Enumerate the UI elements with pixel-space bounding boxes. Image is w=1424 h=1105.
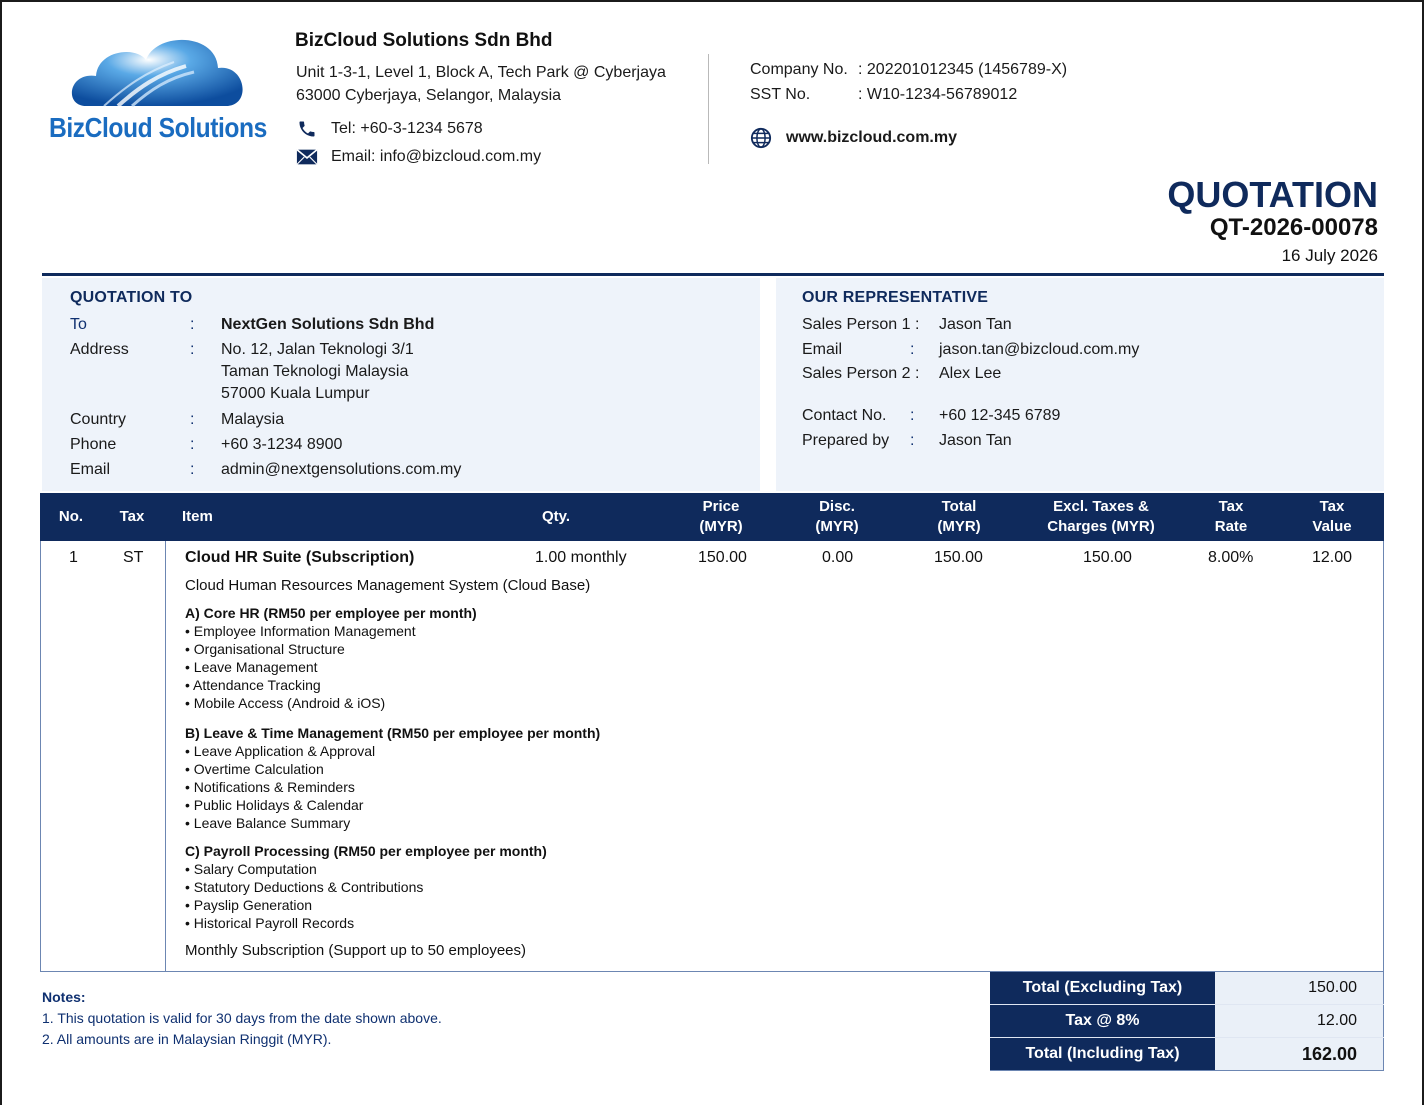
list-item: • Statutory Deductions & Contributions: [185, 878, 885, 896]
item-description: Cloud Human Resources Management System (Cloud Base): [185, 577, 591, 594]
company-email: [296, 147, 541, 167]
total-excl-row: [990, 972, 1384, 1005]
tax-row: [990, 1005, 1384, 1038]
list-item: • Payslip Generation: [185, 896, 885, 914]
representative-heading: OUR REPRESENTATIVE: [802, 289, 989, 306]
total-excl-label: Total (Excluding Tax): [990, 972, 1215, 1004]
address-line-1: Unit 1-3-1, Level 1, Block A, Tech Park @ Cyberjaya: [296, 64, 666, 81]
tel-text: Tel: +60-3-1234 5678: [331, 120, 483, 137]
row-no: 1: [69, 549, 78, 566]
row-qty: 1.00 monthly: [535, 549, 627, 566]
grand-total-row: [990, 1038, 1384, 1071]
col-no: No.: [58, 508, 84, 525]
rep-email-value: jason.tan@bizcloud.com.my: [939, 341, 1140, 358]
item-footer: Monthly Subscription (Support up to 50 employees): [185, 942, 527, 959]
contact-no-label: Contact No.: [802, 407, 887, 424]
envelope-icon: [296, 147, 318, 167]
col-total: Total (MYR): [937, 498, 981, 535]
row-excl: 150.00: [1083, 549, 1132, 566]
email-text: Email: info@bizcloud.com.my: [331, 148, 542, 165]
address-value-2: Taman Teknologi Malaysia: [221, 363, 409, 380]
company-name: BizCloud Solutions Sdn Bhd: [295, 30, 553, 51]
section-heading: C) Payroll Processing (RM50 per employee per month): [185, 843, 547, 859]
country-label: Country: [70, 411, 127, 428]
representative-panel: [776, 278, 1384, 491]
to-value: NextGen Solutions Sdn Bhd: [221, 316, 435, 333]
phone-icon: [296, 119, 318, 139]
tax-label: Tax @ 8%: [990, 1005, 1215, 1037]
tax-value: 12.00: [1215, 1005, 1384, 1037]
list-item: • Mobile Access (Android & iOS): [185, 694, 885, 712]
field-label: To: [70, 316, 87, 333]
company-no-value: : 202201012345 (1456789-X): [858, 61, 1068, 78]
section-heading: B) Leave & Time Management (RM50 per employee per month): [185, 725, 601, 741]
notes: [42, 987, 442, 1050]
list-item: • Salary Computation: [185, 860, 885, 878]
row-tax-value: 12.00: [1312, 549, 1353, 566]
address-colon: :: [190, 341, 195, 358]
logo-wordmark: BizCloud Solutions: [49, 112, 267, 143]
phone-colon: :: [190, 436, 195, 453]
col-excl: Excl. Taxes & Charges (MYR): [1047, 498, 1155, 535]
items-table-body: [40, 541, 1384, 972]
phone-label: Phone: [70, 436, 117, 453]
document-number: QT-2026-00078: [1209, 214, 1378, 241]
sales-person-2-label: Sales Person 2 :: [802, 365, 920, 382]
col-price: Price (MYR): [699, 498, 743, 535]
company-no-label: Company No.: [750, 61, 848, 78]
prepared-by-label: Prepared by: [802, 432, 890, 449]
document-title: QUOTATION: [1167, 174, 1378, 215]
email-value: admin@nextgensolutions.com.my: [221, 461, 462, 478]
address-label: Address: [70, 341, 129, 358]
list-item: • Leave Balance Summary: [185, 814, 885, 832]
sales-person-1-label: Sales Person 1 :: [802, 316, 920, 333]
address-value-1: No. 12, Jalan Teknologi 3/1: [221, 341, 414, 358]
phone-value: +60 3-1234 8900: [221, 436, 343, 453]
note-item: 1. This quotation is valid for 30 days from the date shown above.: [42, 1010, 442, 1026]
contact-no-colon: :: [910, 407, 915, 424]
col-tax: Tax: [119, 508, 145, 525]
sales-person-1-value: Jason Tan: [939, 316, 1012, 333]
quotation-to-panel: [42, 278, 760, 491]
company-tel: [296, 119, 483, 139]
item-title: Cloud HR Suite (Subscription): [185, 549, 415, 566]
list-item: • Employee Information Management: [185, 622, 885, 640]
contact-no-value: +60 12-345 6789: [939, 407, 1061, 424]
address-value-3: 57000 Kuala Lumpur: [221, 385, 370, 402]
company-website: [750, 127, 957, 149]
row-tax-rate: 8.00%: [1208, 549, 1254, 566]
col-disc: Disc. (MYR): [815, 498, 859, 535]
sst-value: : W10-1234-56789012: [858, 86, 1018, 103]
rep-email-label: Email: [802, 341, 843, 358]
note-item: 2. All amounts are in Malaysian Ringgit (MYR).: [42, 1031, 332, 1047]
items-table-header: [40, 493, 1384, 541]
document-date: 16 July 2026: [1281, 246, 1378, 265]
header-rule: [42, 273, 1384, 276]
prepared-by-colon: :: [910, 432, 915, 449]
list-item: • Organisational Structure: [185, 640, 885, 658]
country-colon: :: [190, 411, 195, 428]
list-item: • Leave Application & Approval: [185, 742, 885, 760]
item-details: [185, 549, 885, 959]
grand-total-label: Total (Including Tax): [990, 1038, 1215, 1070]
email-label: Email: [70, 461, 111, 478]
sales-person-2-value: Alex Lee: [939, 365, 1002, 382]
country-value: Malaysia: [221, 411, 285, 428]
sst-label: SST No.: [750, 86, 811, 103]
col-qty: Qty.: [541, 508, 571, 525]
row-price: 150.00: [698, 549, 747, 566]
to-row: [70, 316, 87, 334]
list-item: • Attendance Tracking: [185, 676, 885, 694]
globe-icon: [750, 127, 772, 149]
list-item: • Public Holidays & Calendar: [185, 796, 885, 814]
to-colon: :: [190, 316, 195, 333]
company-no-row: [750, 61, 1067, 79]
website-text: www.bizcloud.com.my: [786, 129, 957, 146]
col-tax-rate: Tax Rate: [1214, 498, 1248, 535]
totals-table: [990, 972, 1384, 1071]
email-colon: :: [190, 461, 195, 478]
list-item: • Notifications & Reminders: [185, 778, 885, 796]
list-item: • Historical Payroll Records: [185, 914, 885, 932]
list-item: • Overtime Calculation: [185, 760, 885, 778]
total-excl-value: 150.00: [1215, 972, 1384, 1004]
sst-row: [750, 86, 1017, 104]
item-section-b: [185, 724, 885, 832]
grand-total-value: 162.00: [1215, 1038, 1384, 1070]
item-section-a: [185, 604, 885, 712]
address-line-2: 63000 Cyberjaya, Selangor, Malaysia: [296, 87, 562, 104]
notes-title: Notes:: [42, 989, 86, 1005]
col-item: Item: [182, 508, 213, 525]
column-divider: [165, 541, 166, 971]
quotation-to-heading: QUOTATION TO: [70, 289, 193, 306]
section-heading: A) Core HR (RM50 per employee per month): [185, 605, 477, 621]
company-address: [296, 61, 666, 107]
header-divider: [708, 54, 709, 164]
row-total: 150.00: [934, 549, 983, 566]
list-item: • Leave Management: [185, 658, 885, 676]
item-section-c: [185, 842, 885, 932]
prepared-by-value: Jason Tan: [939, 432, 1012, 449]
row-disc: 0.00: [822, 549, 854, 566]
row-tax: ST: [123, 549, 144, 566]
col-tax-value: Tax Value: [1312, 498, 1352, 535]
rep-email-colon: :: [910, 341, 915, 358]
